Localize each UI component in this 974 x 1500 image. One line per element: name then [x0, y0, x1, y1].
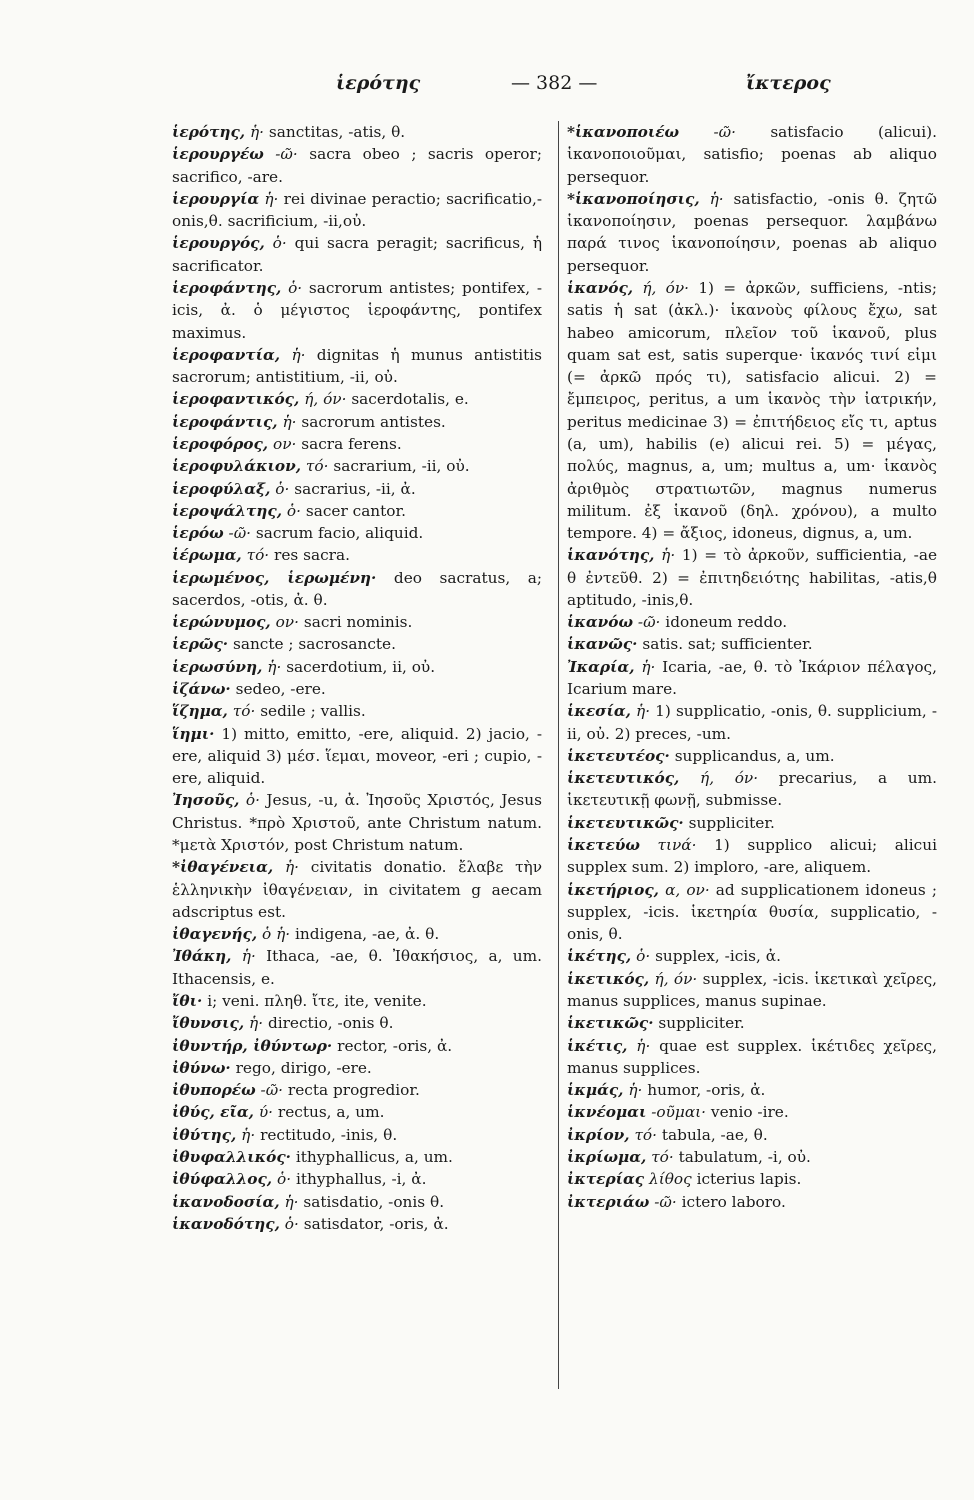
dictionary-entry	[567, 1168, 937, 1190]
entry-headword: ἴθι·	[172, 991, 203, 1010]
entry-grammar: ἡ·	[636, 702, 651, 721]
entry-headword: ἰθύφαλλος,	[172, 1170, 273, 1189]
entry-headword: ἱκεσία,	[567, 702, 631, 721]
entry-grammar: ἡ·	[284, 1192, 299, 1211]
dictionary-entry	[172, 1057, 542, 1079]
dictionary-entry	[172, 567, 542, 612]
entry-definition: dignitas ἡ munus antistitis sacrorum; antistitium, -ii, οὐ.	[172, 345, 542, 387]
entry-headword: *ἱκανοποίησις,	[567, 189, 700, 208]
entry-grammar: ον·	[275, 613, 299, 632]
entry-headword: ἱκετικῶς·	[567, 1014, 654, 1033]
entry-headword: ἰθυφαλλικός·	[172, 1147, 291, 1166]
entry-headword: ἱερῶς·	[172, 635, 229, 654]
entry-headword: ἵημι·	[172, 724, 215, 743]
entry-headword: ἱκετευτέος·	[567, 746, 670, 765]
entry-grammar: ἡ·	[250, 123, 265, 141]
entry-headword: ἱκέτις,	[567, 1036, 628, 1055]
entry-headword: ἱζάνω·	[172, 680, 231, 699]
entry-definition: 1) mitto, emitto, -ere, aliquid. 2) jacio, -ere, aliquid 3) μέσ. ἵεμαι, moveor, -eri ; cupio, -ere, aliquid.	[172, 724, 542, 788]
dictionary-entry	[172, 990, 542, 1012]
entry-definition: sacra obeo ; sacris operor; sacrifico, -are.	[172, 145, 542, 186]
dictionary-entry	[567, 188, 937, 277]
dictionary-entry	[567, 611, 937, 633]
entry-headword: ἱκμάς,	[567, 1081, 624, 1100]
page-header	[198, 72, 878, 112]
entry-definition: satisdator, -oris, ἀ.	[303, 1214, 449, 1233]
entry-grammar: ὁ·	[245, 791, 260, 810]
dictionary-entry	[172, 1213, 542, 1235]
header-left-guide-word: ἱερότης	[336, 72, 421, 94]
entry-grammar: ή, όν·	[304, 390, 347, 409]
entry-grammar: ἡ·	[291, 345, 306, 364]
entry-grammar: ἡ·	[636, 1036, 651, 1055]
entry-headword: ἵζημα,	[172, 702, 228, 721]
dictionary-entry	[172, 633, 542, 655]
entry-grammar: -οῦμαι·	[651, 1103, 707, 1122]
entry-grammar: -ῶ·	[713, 123, 736, 141]
entry-headword: ἱερωσύνη,	[172, 657, 263, 676]
dictionary-entry	[567, 1101, 937, 1123]
entry-headword: ἱκετευτικῶς·	[567, 813, 684, 832]
entry-headword: ἰθαγενής,	[172, 925, 258, 944]
entry-headword: ἴθυνσις,	[172, 1014, 245, 1033]
entry-grammar: ὁ·	[277, 1170, 292, 1189]
entry-headword: ἰκτεριάω	[567, 1192, 650, 1211]
dictionary-entry	[567, 121, 937, 188]
dictionary-entry	[172, 789, 542, 856]
dictionary-entry	[172, 611, 542, 633]
entry-grammar: ὁ·	[636, 947, 651, 966]
dictionary-entry	[567, 544, 937, 611]
entry-definition: humor, -oris, ἀ.	[647, 1081, 766, 1100]
entry-headword: ἱκετικός,	[567, 969, 650, 988]
entry-headword: ἱκανοδοσία,	[172, 1192, 280, 1211]
dictionary-entry	[172, 121, 542, 143]
entry-definition: rei divinae peractio; sacrificatio,-onis,θ. sacrificium, -ii,οὐ.	[172, 189, 542, 231]
entry-definition: sancte ; sacrosancte.	[232, 635, 396, 654]
header-right-guide-word: ἴκτερος	[746, 72, 831, 94]
dictionary-entry	[567, 1079, 937, 1101]
entry-definition: 1) = τὸ ἀρκοῦν, sufficientia, -ae θ ἐντεῦθ. 2) = ἐπιτηδειότης habilitas, -atis,θ aptitudo, -inis,θ.	[567, 546, 937, 609]
entry-headword: *ἰθαγένεια,	[172, 858, 274, 877]
dictionary-entry	[172, 344, 542, 389]
entry-definition: sacrorum antistes; pontifex, -icis, ἀ. ὁ μέγιστος ἱεροφάντης, pontifex maximus.	[172, 278, 542, 342]
entry-definition: icterius lapis.	[696, 1170, 802, 1189]
dictionary-entry	[172, 1146, 542, 1168]
entry-definition: supplex, -icis, ἀ.	[655, 947, 781, 966]
entry-definition: satisfacio (alicui). ἱκανοποιοῦμαι, satisfio; poenas ab aliquo persequor.	[567, 123, 937, 186]
entry-grammar: ή, όν·	[654, 969, 698, 988]
entry-headword: ἱκανότης,	[567, 546, 655, 565]
entry-grammar: ύ·	[258, 1103, 274, 1122]
entry-definition: sacra ferens.	[301, 434, 402, 453]
dictionary-entry	[172, 544, 542, 566]
dictionary-entry	[567, 968, 937, 1013]
dictionary-entry	[567, 745, 937, 767]
entry-definition: ithyphallicus, a, um.	[295, 1147, 453, 1166]
dictionary-entry	[172, 1012, 542, 1034]
entry-grammar: ὁ·	[284, 1214, 299, 1233]
entry-headword: ἱεροφάντης,	[172, 278, 282, 297]
dictionary-entry	[172, 1035, 542, 1057]
entry-headword: *ἱκανοποιέω	[567, 123, 680, 141]
entry-headword: ἱκανόω	[567, 613, 634, 632]
entry-definition: quae est supplex. ἱκέτιδες χεῖρες, manus supplices.	[567, 1036, 937, 1077]
entry-definition: tabulatum, -i, οὐ.	[678, 1147, 811, 1166]
entry-definition: suppliciter.	[688, 813, 775, 832]
entry-definition: res sacra.	[274, 546, 350, 565]
dictionary-entry	[567, 767, 937, 812]
left-column	[172, 121, 542, 1235]
dictionary-entry	[567, 812, 937, 834]
entry-headword: ἱεροφόρος,	[172, 434, 269, 453]
entry-grammar: -ῶ·	[275, 145, 298, 164]
entry-grammar: α, ον·	[665, 880, 710, 899]
entry-definition: qui sacra peragit; sacrificus, ἡ sacrificator.	[172, 234, 542, 275]
entry-headword: ἰθύνω·	[172, 1058, 231, 1077]
entry-definition: sacrarius, -ii, ἀ.	[294, 479, 416, 498]
entry-grammar: ἡ·	[267, 657, 282, 676]
entry-definition: rectitudo, -inis, θ.	[260, 1125, 398, 1144]
entry-definition: Jesus, -u, ἀ. Ἰησοῦς Χριστός, Jesus Christus. *πρὸ Χριστοῦ, ante Christum natum. *μετὰ Χριστόν, post Christum natum.	[172, 791, 542, 854]
entry-grammar: τινά·	[657, 836, 697, 854]
entry-headword: ἰθύς, εῖα,	[172, 1103, 254, 1122]
entry-grammar: ὁ·	[272, 234, 287, 253]
entry-grammar: -ῶ·	[637, 613, 661, 632]
entry-definition: precarius, a um. ἱκετευτικῇ φωνῇ, submisse.	[567, 769, 937, 810]
entry-definition: idoneum reddo.	[665, 613, 788, 632]
entry-headword: Ἰησοῦς,	[172, 791, 240, 810]
dictionary-entry	[172, 1124, 542, 1146]
dictionary-entry	[172, 232, 542, 277]
dictionary-entry	[172, 433, 542, 455]
dictionary-entry	[567, 879, 937, 946]
entry-definition: sanctitas, -atis, θ.	[268, 123, 406, 141]
entry-headword: ἱερωμένος, ἱερωμένη·	[172, 568, 377, 587]
entry-headword: ἰκρίωμα,	[567, 1147, 647, 1166]
entry-definition: sacrum facio, aliquid.	[255, 524, 424, 543]
entry-grammar: ἡ·	[641, 657, 656, 676]
entry-headword: Ἰθάκη,	[172, 947, 232, 966]
entry-definition: rector, -oris, ἀ.	[337, 1036, 453, 1055]
dictionary-entry	[567, 945, 937, 967]
entry-grammar: τό·	[651, 1147, 674, 1166]
dictionary-entry	[567, 277, 937, 544]
entry-headword: ἱκέτης,	[567, 947, 632, 966]
dictionary-entry	[172, 455, 542, 477]
entry-grammar: ὁ·	[286, 501, 301, 520]
dictionary-entry	[172, 500, 542, 522]
dictionary-entry	[567, 1146, 937, 1168]
entry-headword: ἱερώνυμος,	[172, 613, 271, 632]
entry-grammar: τό·	[246, 546, 270, 565]
entry-definition: suppliciter.	[658, 1014, 745, 1033]
dictionary-entry	[172, 1191, 542, 1213]
right-column	[558, 121, 937, 1389]
dictionary-entry	[567, 1124, 937, 1146]
entry-definition: indigena, -ae, ἀ. θ.	[295, 925, 440, 944]
entry-headword: ἱεροφαντικός,	[172, 390, 300, 409]
dictionary-entry	[172, 678, 542, 700]
dictionary-entry	[172, 1168, 542, 1190]
entry-headword: ἱκνέομαι	[567, 1103, 647, 1122]
entry-grammar: ὁ·	[288, 278, 303, 297]
entry-headword: ἱκανός,	[567, 278, 634, 297]
entry-headword: ἰθυντήρ, ἰθύντωρ·	[172, 1036, 333, 1055]
entry-definition: sacrorum antistes.	[301, 412, 446, 431]
entry-definition: directio, -onis θ.	[267, 1014, 394, 1033]
entry-headword: ἱκετήριος,	[567, 880, 659, 899]
entry-definition: sedeo, -ere.	[235, 680, 326, 699]
entry-headword: ἱεροφάντις,	[172, 412, 278, 431]
entry-grammar: ἡ·	[282, 412, 297, 431]
entry-definition: sedile ; vallis.	[260, 702, 366, 721]
entry-grammar: ἡ·	[628, 1081, 643, 1100]
entry-definition: sacrarium, -ii, οὐ.	[333, 457, 470, 476]
dictionary-entry	[172, 723, 542, 790]
entry-headword: ἰκτερίας	[567, 1170, 645, 1189]
dictionary-entry	[567, 1035, 937, 1080]
entry-definition: ictero laboro.	[681, 1192, 786, 1211]
dictionary-entry	[172, 923, 542, 945]
dictionary-entry	[567, 633, 937, 655]
entry-headword: ἱερόω	[172, 524, 224, 543]
entry-headword: ἱκανῶς·	[567, 635, 638, 654]
entry-headword: ἱεροψάλτης,	[172, 501, 283, 520]
entry-grammar: ὁ ἡ·	[262, 925, 291, 944]
dictionary-entry	[172, 700, 542, 722]
entry-headword: ἱκετευτικός,	[567, 769, 680, 788]
entry-definition: Icaria, -ae, θ. τὸ Ἰκάριον πέλαγος, Icarium mare.	[567, 657, 937, 699]
entry-grammar: ἡ·	[241, 1125, 256, 1144]
entry-definition: satis. sat; sufficienter.	[642, 635, 813, 654]
dictionary-entry	[172, 1101, 542, 1123]
dictionary-entry	[172, 1079, 542, 1101]
entry-headword: ἱερουργέω	[172, 145, 264, 164]
entry-definition: sacer cantor.	[305, 501, 407, 520]
entry-headword: ἱκετεύω	[567, 836, 640, 854]
entry-headword: ἱκανοδότης,	[172, 1214, 280, 1233]
entry-definition: sacerdotium, ii, οὐ.	[286, 657, 436, 676]
entry-grammar: ή, όν·	[642, 278, 690, 297]
entry-headword: ἰθυπορέω	[172, 1081, 256, 1100]
dictionary-entry	[172, 388, 542, 410]
entry-grammar: -ῶ·	[654, 1192, 677, 1211]
dictionary-entry	[567, 700, 937, 745]
entry-grammar: ἡ·	[249, 1014, 264, 1033]
dictionary-entry	[567, 1191, 937, 1213]
entry-grammar: ἡ·	[241, 947, 256, 966]
dictionary-entry	[172, 656, 542, 678]
page-number: — 382 —	[511, 72, 598, 94]
entry-definition: rectus, a, um.	[277, 1103, 385, 1122]
entry-grammar: λίθος	[649, 1170, 692, 1189]
entry-definition: civitatis donatio. ἔλαβε τὴν ἑλληνικὴν ἰθαγένειαν, in civitatem g aecam adscriptus est.	[172, 858, 542, 921]
entry-grammar: ἡ·	[709, 189, 724, 208]
entry-definition: satisfactio, -onis θ. ζητῶ ἱκανοποίησιν, poenas persequor. λαμβάνω παρά τινος ἱκανοποίησιν, poenas ab aliquo persequor.	[567, 189, 937, 275]
dictionary-entry	[172, 277, 542, 344]
entry-grammar: ον·	[273, 434, 297, 453]
entry-headword: ἱερότης,	[172, 123, 246, 141]
entry-grammar: -ῶ·	[260, 1081, 284, 1100]
dictionary-entry	[567, 1012, 937, 1034]
entry-definition: 1) supplico alicui; alicui supplex sum. 2) imploro, -are, aliquem.	[567, 836, 937, 877]
dictionary-entry	[172, 411, 542, 433]
entry-definition: Ithaca, -ae, θ. Ἰθακήσιος, a, um. Ithacensis, e.	[172, 947, 542, 988]
entry-headword: ἱερουργός,	[172, 234, 265, 253]
entry-headword: ἱεροφυλάκιον,	[172, 457, 302, 476]
entry-definition: sacerdotalis, e.	[351, 390, 469, 409]
dictionary-entry	[567, 834, 937, 879]
entry-headword: ἰθύτης,	[172, 1125, 237, 1144]
entry-headword: ἱεροφύλαξ,	[172, 479, 271, 498]
dictionary-entry	[172, 188, 542, 233]
entry-definition: 1) = ἀρκῶν, sufficiens, -ntis; satis ἡ sat (ἀκλ.)· ἱκανοὺς φίλους ἔχω, sat habeo amicorum, πλεῖον τοῦ ἱκανοῦ, plus quam sat est, satis superque· ἱκανός τινί εἰμι (= ἀρκῶ πρός τι), satisfacio alicui. 2) = ἔμπειρος, peritus, a um ἱκανὸς τὴν ἰατρικήν, peritus medicinae 3) = ἐπιτήδειος εἴς τι, aptus (a, um), habilis (e) alicui rei. 5) = μέγας, πολύς, magnus, a, um; multus a, um· ἱκανὸς ἀριθμὸς στρατιωτῶν, magnus numerus militum. ἐξ ἱκανοῦ (δηλ. χρόνου), a multo tempore. 4) = ἄξιος, idoneus, dignus, a, um.	[567, 278, 937, 543]
dictionary-entry	[172, 478, 542, 500]
entry-definition: ithyphallus, -i, ἀ.	[295, 1170, 427, 1189]
entry-headword: ἱέρωμα,	[172, 546, 242, 565]
entry-definition: ad supplicationem idoneus ; supplex, -icis. ἱκετηρία θυσία, supplicatio, -onis, θ.	[567, 880, 937, 944]
entry-definition: deo sacratus, a; sacerdos, -otis, ἀ. θ.	[172, 568, 542, 609]
dictionary-entry	[172, 522, 542, 544]
entry-definition: tabula, -ae, θ.	[661, 1125, 768, 1144]
entry-headword: ἱερουργία	[172, 189, 260, 208]
entry-headword: Ἰκαρία,	[567, 657, 635, 676]
entry-grammar: ή, όν·	[700, 769, 759, 788]
dictionary-entry	[172, 143, 542, 188]
dictionary-entry	[567, 656, 937, 701]
entry-grammar: τό·	[232, 702, 256, 721]
entry-grammar: ἡ·	[661, 546, 676, 565]
entry-grammar: τό·	[305, 457, 329, 476]
entry-definition: 1) supplicatio, -onis, θ. supplicium, -ii, οὐ. 2) preces, -um.	[567, 702, 937, 743]
entry-definition: satisdatio, -onis θ.	[303, 1192, 445, 1211]
entry-definition: supplicandus, a, um.	[674, 746, 835, 765]
entry-grammar: ἡ·	[264, 189, 279, 208]
entry-headword: ἱεροφαντία,	[172, 345, 281, 364]
entry-definition: venio -ire.	[710, 1103, 789, 1122]
entry-definition: supplex, -icis. ἱκετικαὶ χεῖρες, manus supplices, manus supinae.	[567, 969, 937, 1010]
entry-definition: sacri nominis.	[303, 613, 413, 632]
entry-definition: recta progredior.	[287, 1081, 420, 1100]
entry-headword: ἰκρίον,	[567, 1125, 630, 1144]
entry-definition: i; veni. πληθ. ἴτε, ite, venite.	[207, 991, 427, 1010]
entry-grammar: ἡ·	[284, 858, 299, 877]
entry-grammar: -ῶ·	[228, 524, 252, 543]
dictionary-entry	[172, 856, 542, 923]
entry-grammar: τό·	[634, 1125, 658, 1144]
dictionary-entry	[172, 945, 542, 990]
entry-definition: rego, dirigo, -ere.	[235, 1058, 372, 1077]
entry-grammar: ὁ·	[275, 479, 290, 498]
